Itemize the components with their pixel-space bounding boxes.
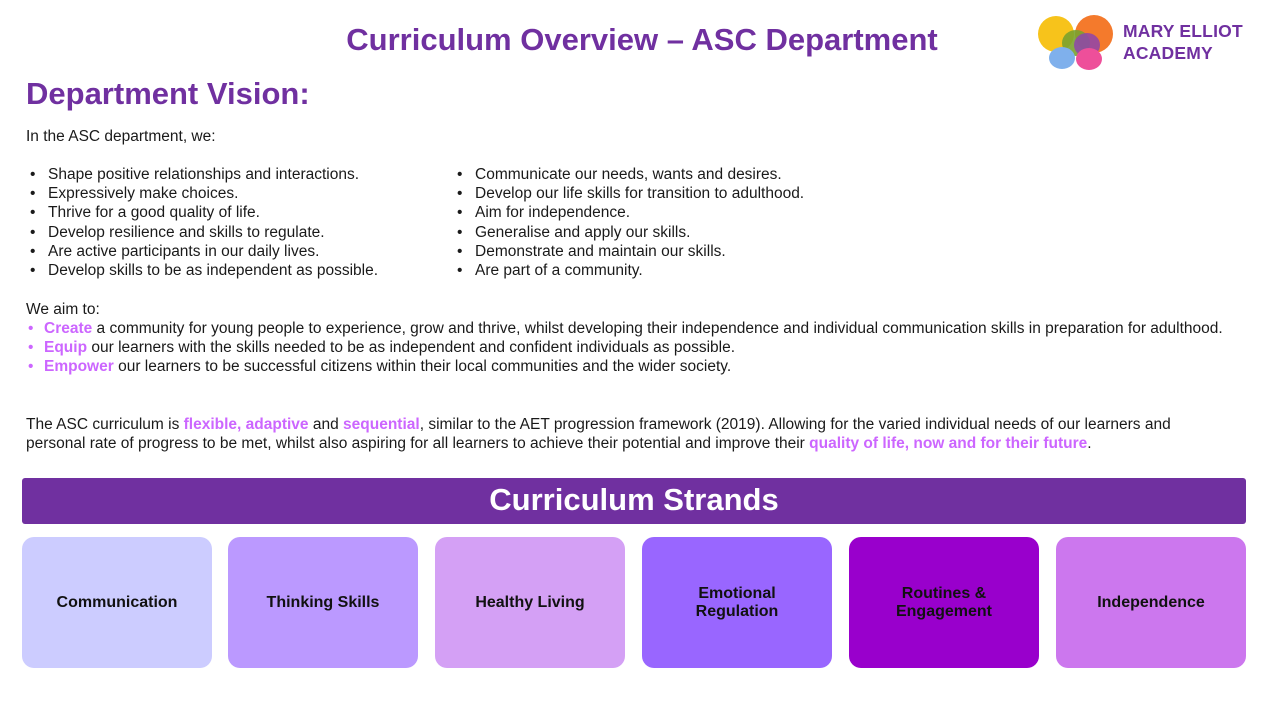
curriculum-keyword: quality of life, now and for their future — [809, 435, 1088, 453]
list-item: • Are part of a community. — [453, 261, 804, 280]
logo-line-2: ACADEMY — [1123, 43, 1213, 63]
curriculum-keyword: flexible, adaptive — [183, 416, 309, 433]
list-item: • Develop resilience and skills to regulate. — [26, 223, 378, 242]
logo-line-1: MARY ELLIOT — [1123, 21, 1243, 41]
page-title: Curriculum Overview – ASC Department — [346, 22, 938, 57]
vision-list-right — [453, 165, 804, 280]
aims-title: We aim to: — [26, 301, 100, 318]
list-item: • Communicate our needs, wants and desires. — [453, 165, 804, 184]
strand-card-healthy-living: Healthy Living — [435, 537, 625, 668]
list-item: • Thrive for a good quality of life. — [26, 203, 378, 222]
aim-keyword: Create — [44, 320, 93, 337]
aim-text: our learners to be successful citizens within their local communities and the wider society. — [113, 358, 732, 376]
curriculum-text: The ASC curriculum is — [26, 416, 184, 433]
curriculum-text: , similar to the AET progression framework (2019). Allowing for the varied individual needs of our learners and personal rate of progress to be met, whilst also aspiring for all learners to achieve their potential and improve their — [26, 416, 1171, 453]
vision-heading: Department Vision: — [26, 76, 310, 111]
list-item: • Expressively make choices. — [26, 184, 378, 203]
butterfly-logo-icon — [1036, 12, 1116, 72]
curriculum-text: . — [1087, 435, 1092, 453]
aim-item — [26, 319, 1226, 338]
strand-card-emotional-regulation: Emotional Regulation — [642, 537, 832, 668]
strand-card-thinking-skills: Thinking Skills — [228, 537, 418, 668]
academy-logo — [1036, 12, 1276, 72]
aims-list — [26, 319, 1226, 377]
list-item: • Demonstrate and maintain our skills. — [453, 242, 804, 261]
list-item: • Develop our life skills for transition to adulthood. — [453, 184, 804, 203]
vision-list-left — [26, 165, 378, 280]
list-item: • Generalise and apply our skills. — [453, 223, 804, 242]
strand-card-independence: Independence — [1056, 537, 1246, 668]
aim-text: our learners with the skills needed to be as independent and confident individuals as possible. — [87, 339, 736, 357]
list-item: • Are active participants in our daily lives. — [26, 242, 378, 261]
list-item: • Shape positive relationships and interactions. — [26, 165, 378, 184]
aim-keyword: Empower — [44, 358, 114, 376]
strand-card-routines-engagement: Routines & Engagement — [849, 537, 1039, 668]
strand-card-communication: Communication — [22, 537, 212, 668]
list-item: • Aim for independence. — [453, 203, 804, 222]
aim-text: a community for young people to experience, grow and thrive, whilst developing their independence and individual communication skills in preparation for adulthood. — [92, 320, 1223, 337]
vision-intro: In the ASC department, we: — [26, 128, 216, 145]
curriculum-keyword: sequential — [343, 416, 420, 433]
list-item: • Develop skills to be as independent as possible. — [26, 261, 378, 280]
strands-heading: Curriculum Strands — [22, 478, 1246, 524]
aim-keyword: Equip — [44, 339, 88, 357]
strands-row — [22, 537, 1246, 668]
aim-item — [26, 338, 1226, 357]
curriculum-text: and — [308, 416, 344, 433]
curriculum-paragraph — [26, 415, 1226, 453]
aim-item — [26, 357, 1226, 376]
